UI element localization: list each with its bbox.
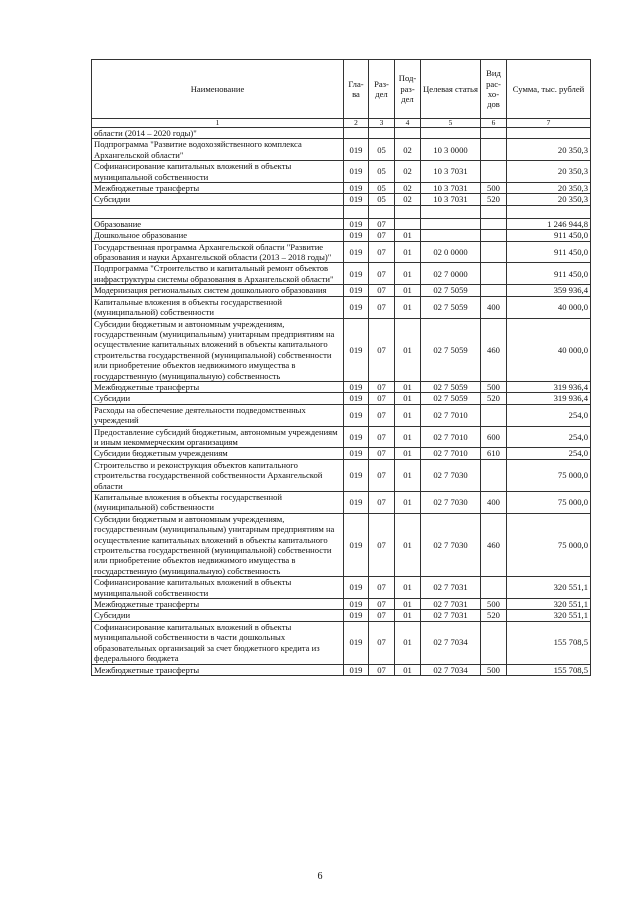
cell-vid: 500 (481, 183, 507, 194)
cell-name: Софинансирование капитальных вложений в объекты муниципальной собственности (92, 161, 344, 183)
cell-name: Предоставление субсидий бюджетным, автономным учреждениям и иным некоммерческим организациям (92, 426, 344, 448)
cell-razdel: 07 (369, 296, 395, 318)
cell-celevaya: 02 7 5059 (421, 318, 481, 381)
column-index: 4 (395, 119, 421, 128)
cell-vid: 600 (481, 426, 507, 448)
column-index: 2 (344, 119, 369, 128)
cell-podrazdel: 01 (395, 263, 421, 285)
cell-razdel: 07 (369, 218, 395, 229)
cell-glava: 019 (344, 599, 369, 610)
cell-summa: 359 936,4 (507, 285, 591, 296)
table-row (92, 492, 591, 514)
header-summa: Сумма, тыс. рублей (507, 60, 591, 119)
cell-razdel: 05 (369, 139, 395, 161)
cell-celevaya: 02 0 0000 (421, 241, 481, 263)
cell-glava: 019 (344, 296, 369, 318)
cell-podrazdel (395, 218, 421, 229)
table-row (92, 183, 591, 194)
cell-name: Софинансирование капитальных вложений в объекты муниципальной собственности (92, 577, 344, 599)
cell-vid (481, 218, 507, 229)
cell-name: Модернизация региональных систем дошкольного образования (92, 285, 344, 296)
cell-summa: 75 000,0 (507, 459, 591, 491)
cell-vid: 500 (481, 664, 507, 675)
cell-name: Софинансирование капитальных вложений в объекты муниципальной собственности в части дошкольных образовательных организаций за счет бюджетного кредита из федерального бюджета (92, 621, 344, 664)
cell-glava: 019 (344, 381, 369, 392)
cell-glava: 019 (344, 577, 369, 599)
cell-summa: 320 551,1 (507, 610, 591, 621)
cell-vid: 500 (481, 381, 507, 392)
cell-celevaya: 02 7 5059 (421, 381, 481, 392)
cell-name: Расходы на обеспечение деятельности подведомственных учреждений (92, 404, 344, 426)
cell-razdel: 07 (369, 404, 395, 426)
cell-glava: 019 (344, 426, 369, 448)
cell-razdel (369, 128, 395, 139)
table-header-row (92, 60, 591, 119)
cell-celevaya (421, 128, 481, 139)
table-row (92, 513, 591, 576)
cell-vid (481, 205, 507, 218)
table-row (92, 459, 591, 491)
cell-celevaya (421, 205, 481, 218)
cell-glava: 019 (344, 161, 369, 183)
cell-celevaya: 10 3 7031 (421, 183, 481, 194)
cell-name: Дошкольное образование (92, 230, 344, 241)
header-name: Наименование (92, 60, 344, 119)
cell-name: Образование (92, 218, 344, 229)
cell-name: Субсидии бюджетным и автономным учреждениям, государственным (муниципальным) унитарным предприятиям на осуществление капитальных вложений в объекты капитального строительства государственной (муниципальной) собственности или приобретение объектов недвижимого имущества в государственную (муниципальную) собственность (92, 513, 344, 576)
cell-razdel: 07 (369, 381, 395, 392)
cell-summa: 40 000,0 (507, 318, 591, 381)
cell-glava: 019 (344, 393, 369, 404)
cell-name: области (2014 – 2020 годы)" (92, 128, 344, 139)
cell-summa (507, 205, 591, 218)
table-row (92, 205, 591, 218)
cell-celevaya: 02 7 7030 (421, 459, 481, 491)
cell-vid (481, 404, 507, 426)
cell-summa: 911 450,0 (507, 263, 591, 285)
cell-summa: 254,0 (507, 448, 591, 459)
cell-razdel: 07 (369, 318, 395, 381)
cell-vid (481, 161, 507, 183)
cell-podrazdel: 02 (395, 139, 421, 161)
cell-razdel: 07 (369, 263, 395, 285)
cell-glava: 019 (344, 492, 369, 514)
column-index-row (92, 119, 591, 128)
cell-razdel: 07 (369, 448, 395, 459)
cell-podrazdel: 01 (395, 448, 421, 459)
cell-razdel: 07 (369, 664, 395, 675)
cell-razdel: 05 (369, 194, 395, 205)
cell-podrazdel: 01 (395, 492, 421, 514)
cell-podrazdel: 01 (395, 381, 421, 392)
table-row (92, 161, 591, 183)
cell-podrazdel: 02 (395, 194, 421, 205)
cell-summa: 254,0 (507, 426, 591, 448)
cell-name: Субсидии бюджетным и автономным учреждениям, государственным (муниципальным) унитарным предприятиям на осуществление капитальных вложений в объекты капитального строительства государственной (муниципальной) собственности или приобретение объектов недвижимого имущества в государственную (муниципальную) собственность (92, 318, 344, 381)
cell-razdel: 07 (369, 393, 395, 404)
cell-celevaya: 02 7 7034 (421, 621, 481, 664)
cell-glava: 019 (344, 448, 369, 459)
column-index: 1 (92, 119, 344, 128)
cell-summa: 319 936,4 (507, 381, 591, 392)
cell-vid: 610 (481, 448, 507, 459)
table-row (92, 285, 591, 296)
table-row (92, 577, 591, 599)
cell-summa: 75 000,0 (507, 492, 591, 514)
cell-celevaya: 10 3 0000 (421, 139, 481, 161)
cell-name: Строительство и реконструкция объектов капитального строительства государственной собственности Архангельской области (92, 459, 344, 491)
cell-vid (481, 621, 507, 664)
cell-celevaya (421, 218, 481, 229)
cell-celevaya: 02 7 7031 (421, 577, 481, 599)
cell-celevaya: 02 7 7010 (421, 426, 481, 448)
header-vid: Вид рас-хо-дов (481, 60, 507, 119)
cell-glava: 019 (344, 610, 369, 621)
cell-podrazdel: 01 (395, 599, 421, 610)
cell-summa: 20 350,3 (507, 139, 591, 161)
cell-razdel: 07 (369, 610, 395, 621)
table-row (92, 296, 591, 318)
table-row (92, 218, 591, 229)
cell-vid (481, 285, 507, 296)
cell-vid: 520 (481, 610, 507, 621)
cell-summa: 911 450,0 (507, 241, 591, 263)
cell-vid: 520 (481, 194, 507, 205)
cell-glava: 019 (344, 513, 369, 576)
cell-name: Капитальные вложения в объекты государственной (муниципальной) собственности (92, 492, 344, 514)
cell-razdel: 05 (369, 161, 395, 183)
cell-podrazdel: 01 (395, 459, 421, 491)
cell-summa (507, 128, 591, 139)
cell-glava: 019 (344, 218, 369, 229)
cell-podrazdel: 01 (395, 230, 421, 241)
cell-glava: 019 (344, 285, 369, 296)
cell-razdel: 07 (369, 513, 395, 576)
header-celevaya: Целевая статья (421, 60, 481, 119)
cell-glava: 019 (344, 241, 369, 263)
cell-summa: 320 551,1 (507, 577, 591, 599)
cell-podrazdel: 01 (395, 577, 421, 599)
column-index: 7 (507, 119, 591, 128)
table-row (92, 448, 591, 459)
cell-razdel: 07 (369, 285, 395, 296)
cell-name: Субсидии (92, 393, 344, 404)
cell-name (92, 205, 344, 218)
cell-podrazdel: 01 (395, 393, 421, 404)
cell-podrazdel: 01 (395, 296, 421, 318)
cell-razdel: 07 (369, 621, 395, 664)
table-row (92, 318, 591, 381)
cell-podrazdel: 01 (395, 241, 421, 263)
cell-podrazdel: 01 (395, 318, 421, 381)
cell-summa: 155 708,5 (507, 621, 591, 664)
cell-vid: 520 (481, 393, 507, 404)
cell-glava: 019 (344, 404, 369, 426)
cell-summa: 20 350,3 (507, 161, 591, 183)
cell-celevaya: 02 7 7010 (421, 448, 481, 459)
cell-summa: 320 551,1 (507, 599, 591, 610)
cell-razdel: 07 (369, 459, 395, 491)
cell-vid (481, 139, 507, 161)
cell-celevaya: 02 7 5059 (421, 285, 481, 296)
header-razdel: Раз-дел (369, 60, 395, 119)
cell-name: Субсидии бюджетным учреждениям (92, 448, 344, 459)
cell-celevaya: 02 7 7010 (421, 404, 481, 426)
cell-vid: 500 (481, 599, 507, 610)
table-row (92, 599, 591, 610)
cell-name: Подпрограмма "Строительство и капитальный ремонт объектов инфраструктуры системы образования в Архангельской области" (92, 263, 344, 285)
cell-podrazdel: 01 (395, 610, 421, 621)
cell-vid (481, 459, 507, 491)
table-row (92, 621, 591, 664)
cell-celevaya: 02 7 5059 (421, 296, 481, 318)
cell-summa: 911 450,0 (507, 230, 591, 241)
cell-summa: 20 350,3 (507, 183, 591, 194)
cell-podrazdel (395, 128, 421, 139)
cell-razdel: 07 (369, 492, 395, 514)
cell-summa: 40 000,0 (507, 296, 591, 318)
cell-vid (481, 128, 507, 139)
cell-summa: 155 708,5 (507, 664, 591, 675)
column-index: 5 (421, 119, 481, 128)
cell-podrazdel (395, 205, 421, 218)
table-row (92, 194, 591, 205)
cell-celevaya: 10 3 7031 (421, 194, 481, 205)
cell-podrazdel: 01 (395, 621, 421, 664)
cell-name: Межбюджетные трансферты (92, 183, 344, 194)
cell-podrazdel: 01 (395, 513, 421, 576)
cell-glava: 019 (344, 230, 369, 241)
table-body (92, 128, 591, 676)
cell-name: Межбюджетные трансферты (92, 381, 344, 392)
cell-razdel (369, 205, 395, 218)
cell-celevaya (421, 230, 481, 241)
cell-celevaya: 02 7 0000 (421, 263, 481, 285)
table-row (92, 381, 591, 392)
table-row (92, 393, 591, 404)
cell-name: Субсидии (92, 610, 344, 621)
cell-summa: 75 000,0 (507, 513, 591, 576)
header-podrazdel: Под-раз-дел (395, 60, 421, 119)
cell-glava: 019 (344, 263, 369, 285)
cell-vid: 400 (481, 296, 507, 318)
cell-celevaya: 02 7 7030 (421, 513, 481, 576)
budget-table (91, 59, 591, 676)
cell-vid: 460 (481, 513, 507, 576)
cell-vid: 400 (481, 492, 507, 514)
cell-summa: 20 350,3 (507, 194, 591, 205)
cell-vid (481, 241, 507, 263)
cell-podrazdel: 01 (395, 404, 421, 426)
cell-celevaya: 02 7 7030 (421, 492, 481, 514)
cell-podrazdel: 01 (395, 664, 421, 675)
cell-glava: 019 (344, 139, 369, 161)
cell-vid (481, 263, 507, 285)
cell-glava: 019 (344, 318, 369, 381)
cell-celevaya: 02 7 7031 (421, 610, 481, 621)
cell-podrazdel: 02 (395, 183, 421, 194)
cell-razdel: 07 (369, 426, 395, 448)
table-row (92, 263, 591, 285)
cell-glava: 019 (344, 183, 369, 194)
cell-glava (344, 205, 369, 218)
table-row (92, 404, 591, 426)
cell-podrazdel: 02 (395, 161, 421, 183)
table-row (92, 230, 591, 241)
table-row (92, 610, 591, 621)
cell-vid (481, 577, 507, 599)
cell-razdel: 05 (369, 183, 395, 194)
cell-glava: 019 (344, 664, 369, 675)
table-row (92, 241, 591, 263)
cell-razdel: 07 (369, 577, 395, 599)
cell-glava: 019 (344, 194, 369, 205)
cell-name: Субсидии (92, 194, 344, 205)
cell-glava: 019 (344, 459, 369, 491)
table-row (92, 426, 591, 448)
document-page (91, 59, 590, 676)
cell-name: Государственная программа Архангельской области "Развитие образования и науки Архангельской области (2013 – 2018 годы)" (92, 241, 344, 263)
cell-celevaya: 10 3 7031 (421, 161, 481, 183)
header-glava: Гла-ва (344, 60, 369, 119)
cell-glava (344, 128, 369, 139)
cell-razdel: 07 (369, 599, 395, 610)
page-number: 6 (317, 871, 323, 882)
cell-razdel: 07 (369, 230, 395, 241)
cell-celevaya: 02 7 5059 (421, 393, 481, 404)
cell-vid (481, 230, 507, 241)
table-row (92, 664, 591, 675)
column-index: 3 (369, 119, 395, 128)
column-index: 6 (481, 119, 507, 128)
cell-celevaya: 02 7 7034 (421, 664, 481, 675)
cell-summa: 254,0 (507, 404, 591, 426)
cell-celevaya: 02 7 7031 (421, 599, 481, 610)
cell-podrazdel: 01 (395, 426, 421, 448)
cell-vid: 460 (481, 318, 507, 381)
cell-name: Капитальные вложения в объекты государственной (муниципальной) собственности (92, 296, 344, 318)
cell-glava: 019 (344, 621, 369, 664)
cell-summa: 319 936,4 (507, 393, 591, 404)
cell-name: Межбюджетные трансферты (92, 599, 344, 610)
cell-podrazdel: 01 (395, 285, 421, 296)
cell-name: Подпрограмма "Развитие водохозяйственного комплекса Архангельской области" (92, 139, 344, 161)
cell-razdel: 07 (369, 241, 395, 263)
table-row (92, 139, 591, 161)
table-row (92, 128, 591, 139)
cell-summa: 1 246 944,8 (507, 218, 591, 229)
cell-name: Межбюджетные трансферты (92, 664, 344, 675)
